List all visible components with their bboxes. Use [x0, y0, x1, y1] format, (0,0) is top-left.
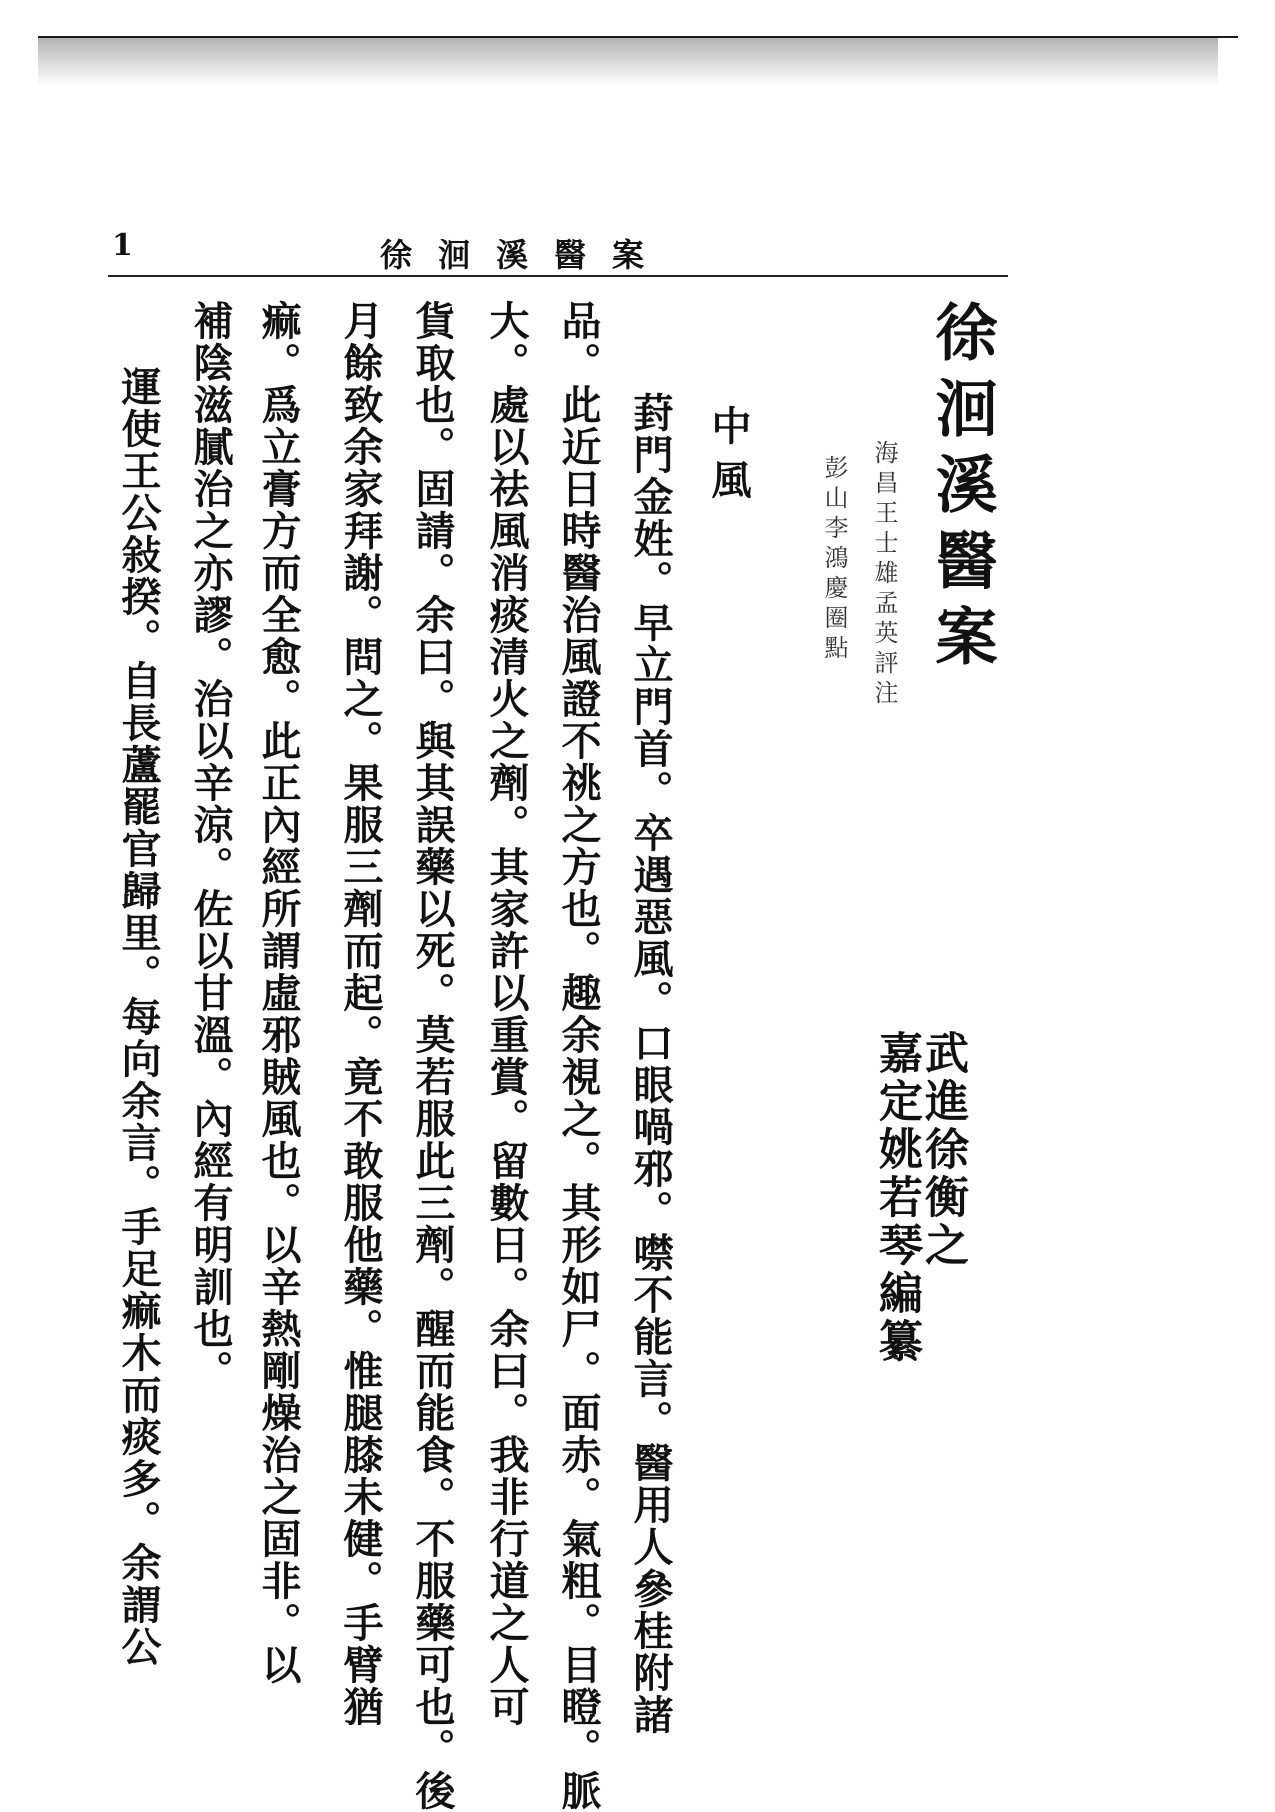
compiler-1: 武進徐衡之 [917, 1030, 968, 1270]
book-title: 徐洄溪醫案 [925, 300, 998, 680]
body-column-6: 痲。爲立膏方而全愈。此正內經所謂虛邪賊風也。以辛熱剛燥治之固非。以 [255, 300, 302, 1686]
body-column-3: 大。處以祛風消痰清火之劑。其家許以重賞。留數日。余曰。我非行道之人可 [483, 300, 530, 1728]
credit-annotator: 海昌王士雄孟英評注 [870, 440, 898, 710]
body-column-4: 貨取也。固請。余曰。與其誤藥以死。莫若服此三劑。醒而能食。不服藥可也。後 [409, 300, 456, 1812]
scan-smudge [38, 38, 1218, 98]
body-column-5: 月餘致余家拜謝。問之。果服三劑而起。竟不敢服他藥。惟腿膝未健。手臂猶 [337, 300, 384, 1728]
body-column-1: 葑門金姓。早立門首。卒遇惡風。口眼喎邪。噤不能言。醫用人參桂附諸 [627, 392, 674, 1736]
header-rule [108, 275, 1008, 277]
scan-edge-line [38, 36, 1238, 38]
section-heading: 中風 [705, 405, 752, 513]
running-head: 徐洄溪醫案 [380, 236, 671, 274]
body-column-8: 運使王公敍揆。自長蘆罷官歸里。每向余言。手足痲木而痰多。余謂公 [115, 366, 162, 1668]
page-number: 1 [112, 228, 133, 263]
compiler-2: 嘉定姚若琴編纂 [871, 1030, 922, 1366]
body-column-7: 補陰滋膩治之亦謬。治以辛涼。佐以甘溫。內經有明訓也。 [187, 300, 234, 1392]
credit-punctuator: 彭山李鴻慶圈點 [820, 455, 848, 665]
body-column-2: 品。此近日時醫治風證不祧之方也。趣余視之。其形如尸。面赤。氣粗。目瞪。脈 [555, 300, 602, 1812]
